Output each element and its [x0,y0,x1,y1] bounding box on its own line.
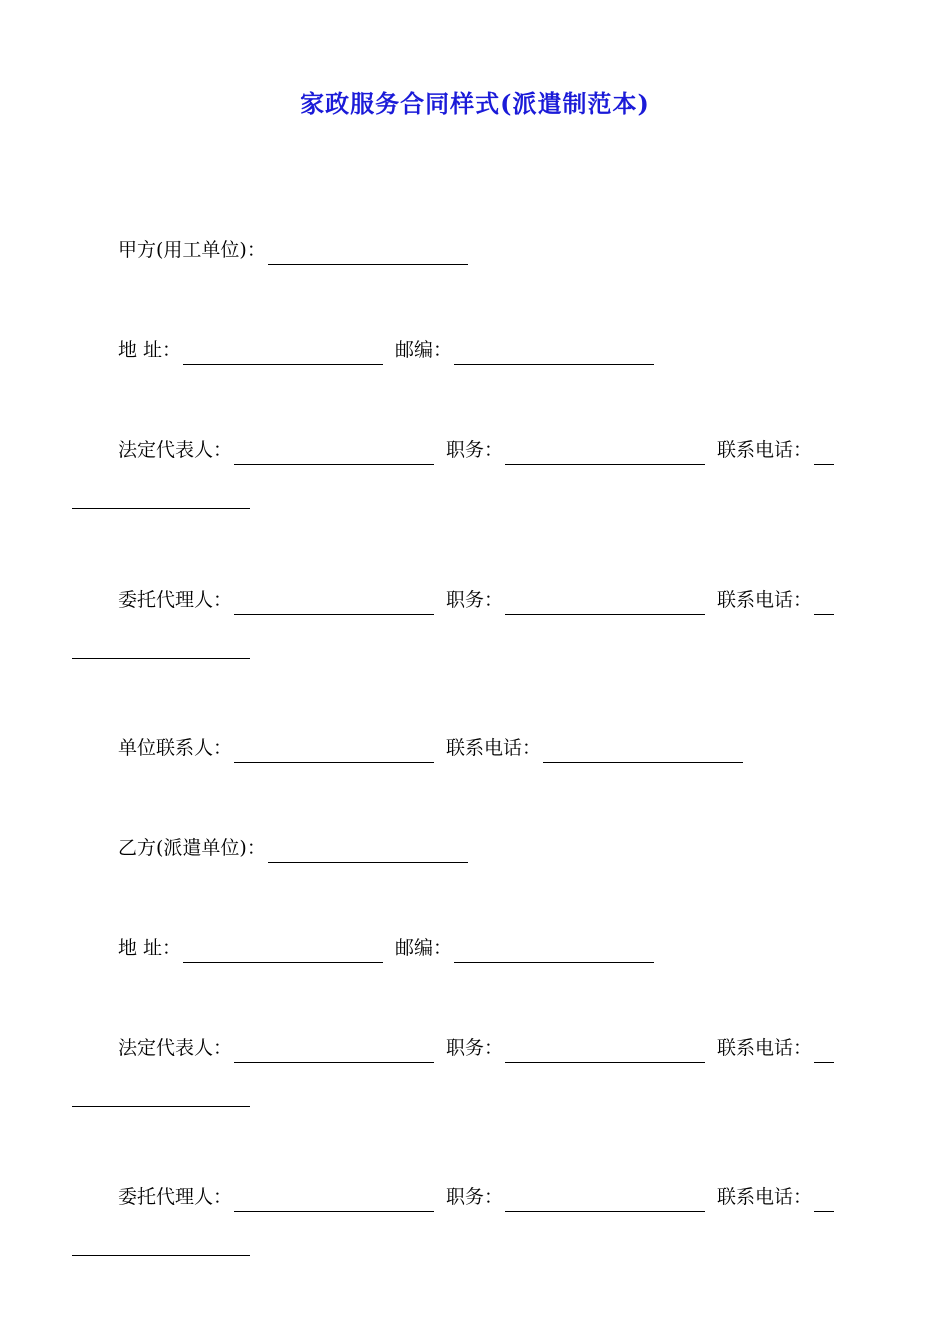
position-label: 职务： [446,589,504,611]
position-label: 职务： [446,439,504,461]
agent-blank [234,592,434,615]
phone-blank-continued [72,1254,250,1256]
party-b-address-line [118,933,666,963]
phone-blank [814,1040,834,1063]
party-a-agent-line [118,585,834,615]
address-label: 地 址： [118,339,182,361]
phone-blank [814,1189,834,1212]
postcode-blank [454,940,654,963]
position-blank [505,1189,705,1212]
party-b-blank [268,840,468,863]
position-blank [505,1040,705,1063]
legal-rep-blank [234,442,434,465]
party-b-agent-line [118,1182,834,1212]
phone-label: 联系电话： [717,1186,813,1208]
phone-label: 联系电话： [717,1037,813,1059]
position-blank [505,442,705,465]
page-title: 家政服务合同样式(派遣制范本) [300,89,650,118]
agent-label: 委托代理人： [118,1186,233,1208]
phone-label: 联系电话： [717,589,813,611]
unit-contact-label: 单位联系人： [118,737,233,759]
postcode-blank [454,342,654,365]
address-blank [183,940,383,963]
phone-blank [543,740,743,763]
phone-blank-continued [72,507,250,509]
phone-label: 联系电话： [446,737,542,759]
party-a-address-line [118,335,666,365]
phone-label: 联系电话： [717,439,813,461]
unit-contact-blank [234,740,434,763]
party-a-blank [268,242,468,265]
agent-label: 委托代理人： [118,589,233,611]
postcode-label: 邮编： [395,937,453,959]
address-label: 地 址： [118,937,182,959]
agent-blank [234,1189,434,1212]
party-b-label: 乙方(派遣单位)： [118,837,266,859]
address-blank [183,342,383,365]
position-blank [505,592,705,615]
party-a-label: 甲方(用工单位)： [118,239,266,261]
position-label: 职务： [446,1037,504,1059]
legal-rep-label: 法定代表人： [118,439,233,461]
party-b-line [118,833,480,863]
phone-blank [814,442,834,465]
phone-blank-continued [72,657,250,659]
party-b-legal-rep-line [118,1033,834,1063]
party-a-legal-rep-line [118,435,834,465]
position-label: 职务： [446,1186,504,1208]
postcode-label: 邮编： [395,339,453,361]
legal-rep-blank [234,1040,434,1063]
phone-blank [814,592,834,615]
phone-blank-continued [72,1105,250,1107]
unit-contact-line [118,733,755,763]
party-a-line [118,235,480,265]
legal-rep-label: 法定代表人： [118,1037,233,1059]
